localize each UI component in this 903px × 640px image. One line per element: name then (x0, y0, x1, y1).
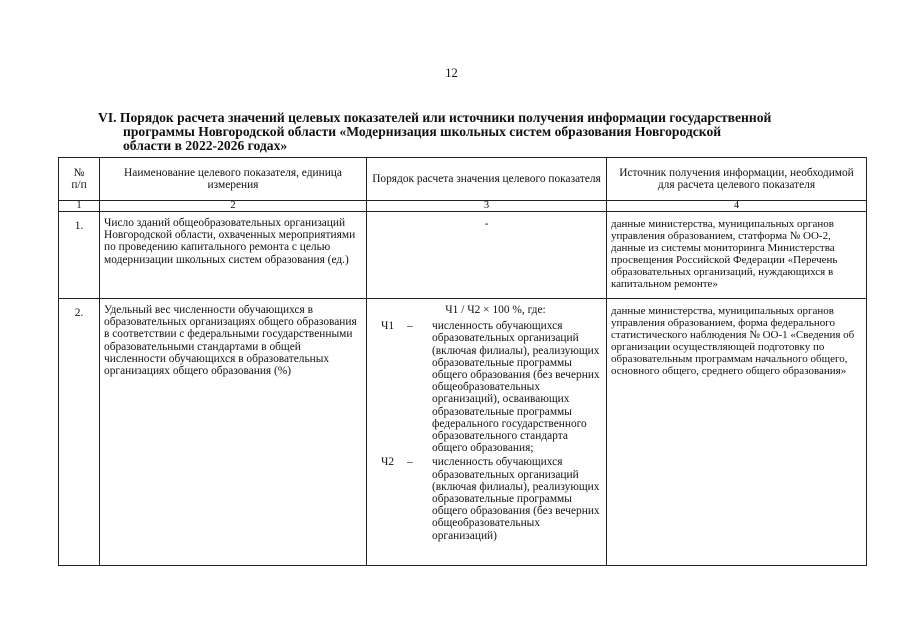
section-title-line1: VI. Порядок расчета значений целевых показателей или источники получения информации государственной (98, 110, 772, 125)
col-number: 1 (59, 201, 100, 212)
definition-symbol: Ч1 (381, 320, 395, 333)
col-number: 2 (100, 201, 367, 212)
information-source: данные министерства, муниципальных органов управления образованием, форма федерального статистического наблюдения № ОО-1 «Сведения об организации осуществляющей подготовку по образовательным программам начального общего, основного общего, среднего общего образования» (607, 299, 867, 566)
column-number-row (59, 201, 867, 212)
table-row (59, 299, 867, 566)
formula-definition (381, 456, 600, 541)
col-number: 3 (367, 201, 607, 212)
header-name: Наименование целевого показателя, единица измерения (100, 158, 367, 201)
indicator-name: Число зданий общеобразовательных организаций Новгородской области, охваченных мероприятиями по проведению капитального ремонта с целью модернизации школьных систем образования (ед.) (100, 212, 367, 299)
row-number: 1. (59, 212, 100, 299)
calculation-method: - (367, 212, 607, 299)
calculation-method (367, 299, 607, 566)
col-number: 4 (607, 201, 867, 212)
row-number: 2. (59, 299, 100, 566)
header-source: Источник получения информации, необходимой для расчета целевого показателя (607, 158, 867, 201)
page-number: 12 (445, 66, 458, 80)
definition-text: численность обучающихся образовательных организаций (включая филиалы), реализующих образовательные программы общего образования (без вечерних общеобразовательных организаций) (432, 456, 600, 542)
definition-dash: – (407, 320, 413, 333)
formula-definition (381, 320, 600, 454)
table-header-row (59, 158, 867, 201)
information-source: данные министерства, муниципальных органов управления образованием, статформа № ОО-2, данные из системы мониторинга Министерства просвещения Российской Федерации «Перечень образовательных организаций, нуждающихся в капитальном ремонте» (607, 212, 867, 299)
definition-symbol: Ч2 (381, 456, 395, 469)
indicators-table (58, 157, 867, 566)
section-title (98, 111, 838, 153)
definition-dash: – (407, 456, 413, 469)
table-row (59, 212, 867, 299)
header-num: № п/п (59, 158, 100, 201)
definition-text: численность обучающихся образовательных организаций (включая филиалы), реализующих образовательные программы общего образования (без вечерних общеобразовательных организаций), осваивающих образовательные программы федерального государственного образовательного стандарта общего образования; (432, 320, 600, 455)
section-title-line3: области в 2022-2026 годах» (123, 138, 288, 153)
header-calc: Порядок расчета значения целевого показателя (367, 158, 607, 201)
section-title-line2: программы Новгородской области «Модернизация школьных систем образования Новгородской (123, 124, 722, 139)
formula: Ч1 / Ч2 × 100 %, где: (445, 304, 546, 316)
indicator-name: Удельный вес численности обучающихся в образовательных организациях общего образования в соответствии с федеральными государственными образовательными стандартами в общей численности обучающихся в образовательных организациях общего образования (%) (100, 299, 367, 566)
